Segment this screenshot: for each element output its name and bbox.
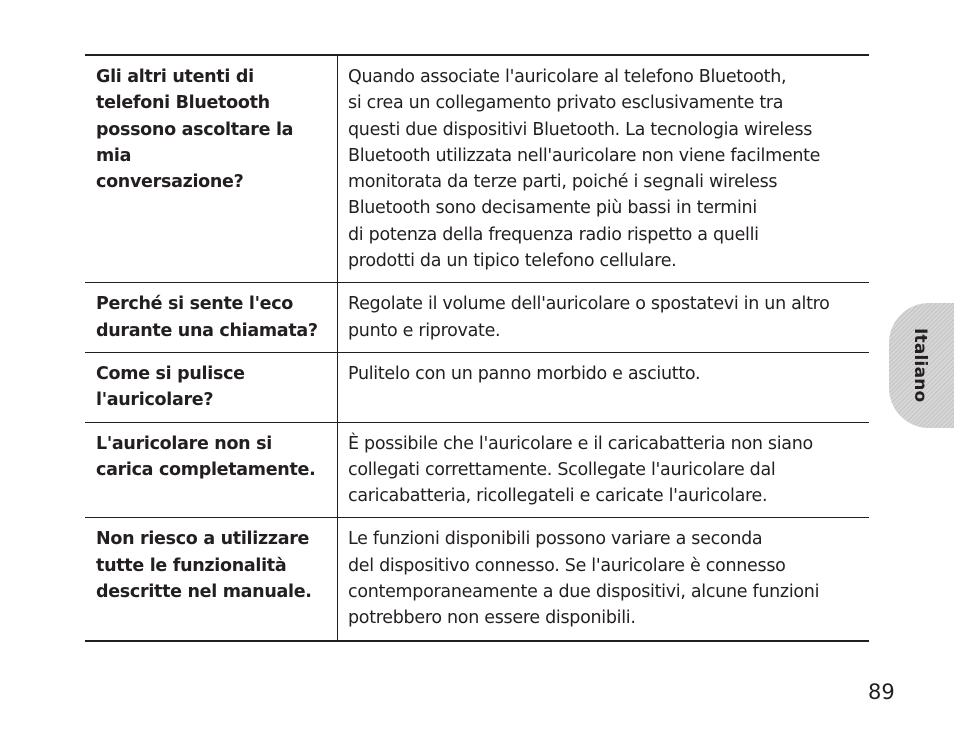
faq-answer: Le funzioni disponibili possono variare a seconda del dispositivo connesso. Se l'auricolare è connesso contemporaneamente a due dispositivi, alcune funzioni potrebbero non essere disponibili. <box>348 529 820 629</box>
faq-question: Come si pulisce l'auricolare? <box>85 353 338 422</box>
faq-row <box>85 422 869 518</box>
faq-answer: Regolate il volume dell'auricolare o spostatevi in un altro punto e riprovate. <box>348 294 830 341</box>
faq-answer: Quando associate l'auricolare al telefono Bluetooth, si crea un collegamento privato esclusivamente tra questi due dispositivi Bluetooth. La tecnologia wireless Bluetooth utilizzata nell'auricolare non viene facilmente monitorata da terze parti, poiché i segnali wireless Bluetooth sono decisamente più bassi in termini di potenza della frequenza radio rispetto a quelli prodotti da un tipico telefono cellulare. <box>348 67 821 272</box>
faq-question: Gli altri utenti di telefoni Bluetooth possono ascoltare la mia conversazione? <box>85 56 338 282</box>
faq-table <box>85 54 869 642</box>
page-number: 89 <box>868 680 895 704</box>
faq-answer: Pulitelo con un panno morbido e asciutto. <box>348 363 701 384</box>
faq-question: Non riesco a utilizzare tutte le funzionalità descritte nel manuale. <box>85 518 338 639</box>
faq-row <box>85 517 869 639</box>
faq-row <box>85 282 869 352</box>
faq-answer: È possibile che l'auricolare e il caricabatteria non siano collegati correttamente. Scollegate l'auricolare dal caricabatteria, ricollegateli e caricate l'auricolare. <box>348 433 813 507</box>
faq-row <box>85 352 869 422</box>
faq-question: Perché si sente l'eco durante una chiamata? <box>85 283 338 352</box>
language-tab-label: Italiano <box>910 328 930 403</box>
faq-question: L'auricolare non si carica completamente. <box>85 423 338 518</box>
faq-row <box>85 56 869 282</box>
